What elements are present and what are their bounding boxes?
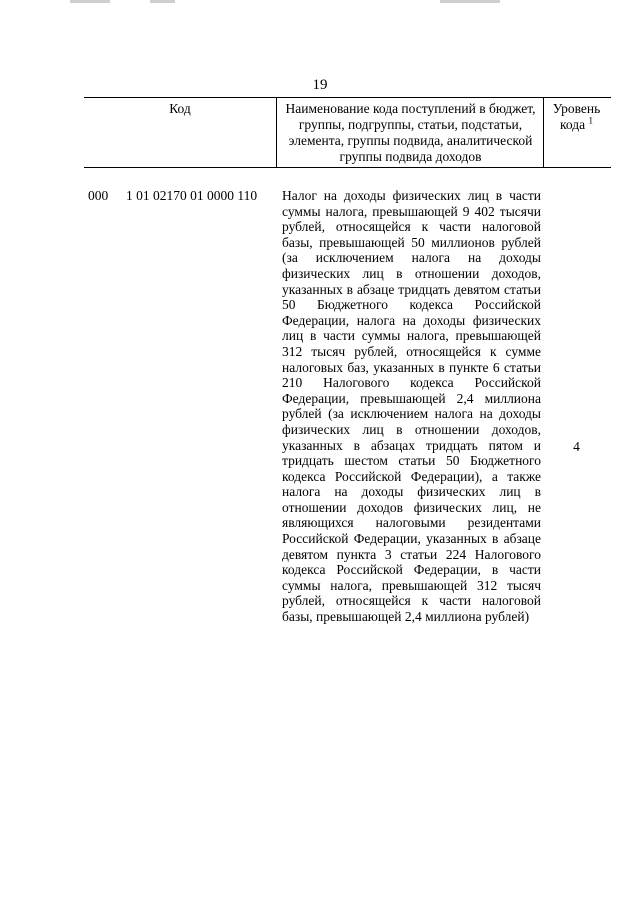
footnote-marker: 1: [588, 115, 593, 126]
revenue-name-cell: Налог на доходы физических лиц в части суммы налога, превышающей 9 402 тысячи рублей, относящейся к части налоговой базы, превышающей 50 миллионов рублей (за исключением налога на доходы физических лиц в отношении доходов, указанных в абзаце тридцать девятом статьи 50 Бюджетного кодекса Российской Федерации, налога на доходы физических лиц в части суммы налога, превышающей 312 тысяч рублей, относящейся к сумме налоговых баз, указанных в пункте 6 статьи 210 Налогового кодекса Российской Федерации, превышающей 2,4 миллиона рублей (за исключением налога на доходы физических лиц в отношении доходов, указанных в абзацах тридцать пятом и тридцать шестом статьи 50 Бюджетного кодекса Российской Федерации), а также налога на доходы физических лиц в отношении доходов физических лиц, не являющихся налоговыми резидентами Российской Федерации, указанных в абзаце девятом пункта 3 статьи 224 Налогового кодекса Российской Федерации, в части суммы налога, превышающей 312 тысяч рублей, относящейся к части налоговой базы, превышающей 2,4 миллиона рублей): [282, 188, 541, 625]
column-header-name: Наименование кода поступлений в бюджет, группы, подгруппы, статьи, подстатьи, элемента, группы подвида, аналитической группы подвида доходов: [285, 101, 536, 164]
scan-edge-mark: [440, 0, 500, 3]
column-header-code: Код: [169, 101, 191, 116]
code-level-cell: 4: [573, 439, 580, 454]
page-number: 19: [312, 77, 328, 93]
scan-edge-mark: [70, 0, 110, 3]
admin-code-cell: 000: [88, 188, 109, 203]
table-header-bottom-border: [84, 167, 611, 168]
table-column-divider: [543, 97, 544, 168]
column-header-level: [545, 101, 608, 133]
scan-edge-mark: [150, 0, 175, 3]
column-header-level-text: Уровень кода: [552, 101, 601, 132]
table-header-top-border: [84, 97, 611, 98]
table-column-divider: [276, 97, 277, 168]
revenue-code-cell: 1 01 02170 01 0000 110: [126, 188, 258, 203]
